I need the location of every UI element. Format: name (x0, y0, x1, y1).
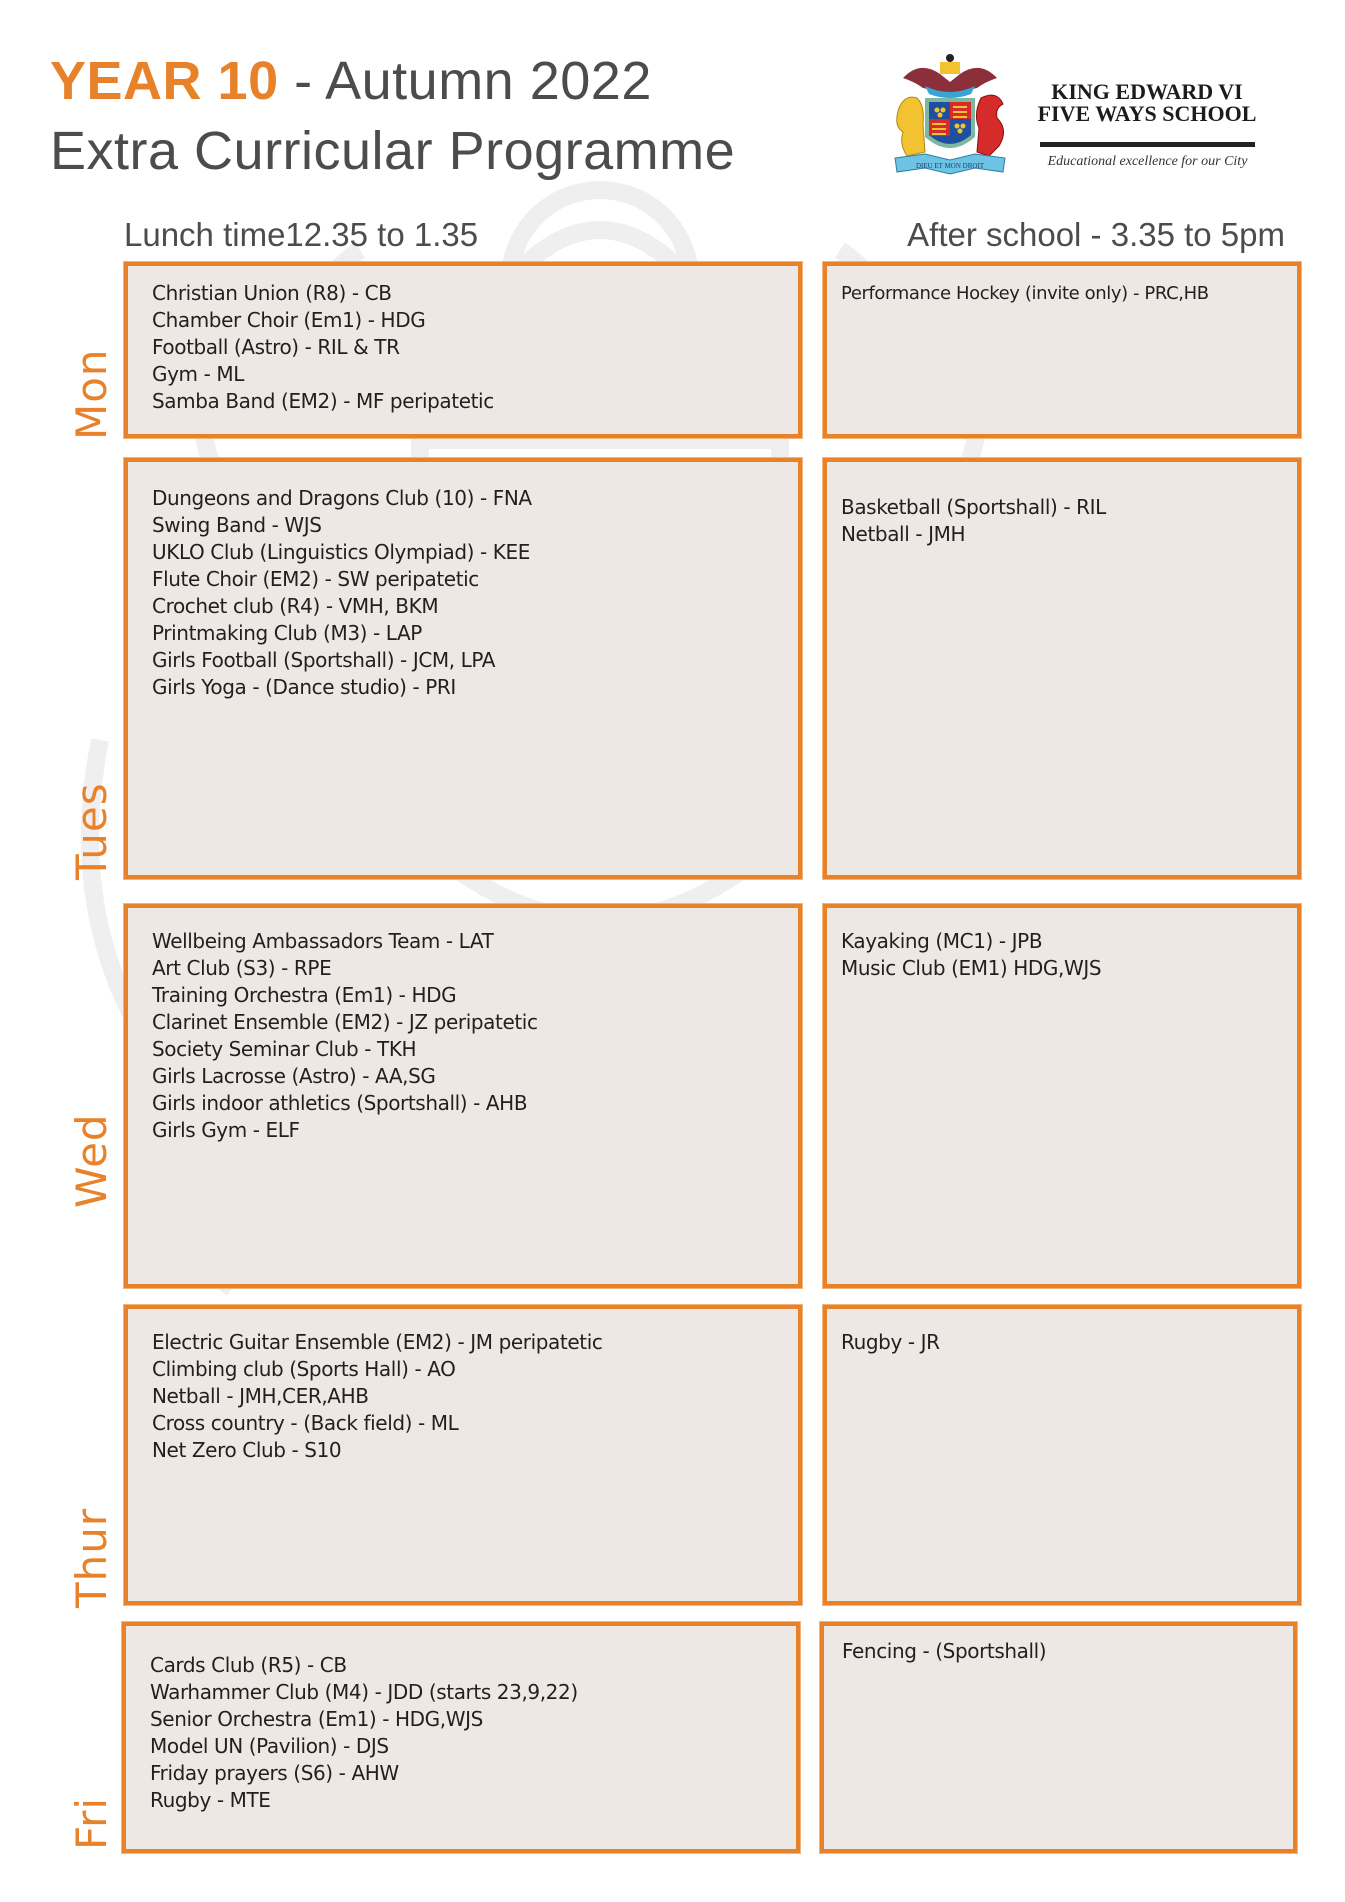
after-school-header: After school - 3.35 to 5pm (907, 216, 1285, 253)
day-label-thur: Thur (67, 1507, 116, 1608)
wed-after-school-box (823, 904, 1301, 1288)
lunch-time-header: Lunch time12.35 to 1.35 (124, 216, 479, 253)
title-year: YEAR 10 (50, 51, 279, 111)
activity-item: Girls Gym - ELF (152, 1118, 300, 1142)
school-tagline: Educational excellence for our City (1047, 154, 1248, 169)
wed-lunch-box (124, 904, 802, 1288)
tues-after-school-activities (841, 494, 1106, 548)
activity-item: Climbing club (Sports Hall) - AO (152, 1357, 456, 1381)
activity-item: Girls Football (Sportshall) - JCM, LPA (152, 648, 496, 672)
tues-lunch-box (124, 458, 802, 879)
school-name-line1: KING EDWARD VI (1051, 79, 1243, 104)
activity-item: Christian Union (R8) - CB (152, 281, 392, 305)
activity-item: Football (Astro) - RIL & TR (152, 335, 400, 359)
activity-item: Girls indoor athletics (Sportshall) - AHB (152, 1091, 528, 1115)
activity-item: UKLO Club (Linguistics Olympiad) - KEE (152, 540, 530, 564)
activity-item: Chamber Choir (Em1) - HDG (152, 308, 426, 332)
mon-lunch-activities (152, 280, 494, 415)
title-term: - Autumn 2022 (278, 51, 652, 111)
activity-item: Warhammer Club (M4) - JDD (starts 23,9,22) (150, 1680, 578, 1704)
day-label-wed: Wed (67, 1113, 116, 1208)
activity-item: Senior Orchestra (Em1) - HDG,WJS (150, 1707, 483, 1731)
activity-item: Flute Choir (EM2) - SW peripatetic (152, 567, 479, 591)
activity-item: Rugby - JR (841, 1330, 940, 1354)
activity-item: Kayaking (MC1) - JPB (841, 929, 1043, 953)
activity-item: Rugby - MTE (150, 1788, 271, 1812)
activity-item: Performance Hockey (invite only) - PRC,HB (841, 283, 1209, 304)
activity-item: Basketball (Sportshall) - RIL (841, 495, 1106, 519)
day-label-tues: Tues (67, 782, 116, 880)
mon-lunch-box (124, 262, 802, 438)
activity-item: Model UN (Pavilion) - DJS (150, 1734, 389, 1758)
activity-item: Cards Club (R5) - CB (150, 1653, 347, 1677)
activity-item: Girls Lacrosse (Astro) - AA,SG (152, 1064, 436, 1088)
activity-item: Crochet club (R4) - VMH, BKM (152, 594, 439, 618)
activity-item: Gym - ML (152, 362, 244, 386)
activity-item: Cross country - (Back field) - ML (152, 1411, 459, 1435)
activity-item: Friday prayers (S6) - AHW (150, 1761, 399, 1785)
activity-item: Netball - JMH,CER,AHB (152, 1384, 369, 1408)
activity-item: Electric Guitar Ensemble (EM2) - JM peripatetic (152, 1330, 603, 1354)
svg-text:DIEU ET MON DROIT: DIEU ET MON DROIT (915, 162, 985, 170)
activity-item: Society Seminar Club - TKH (152, 1037, 417, 1061)
thur-lunch-box (124, 1305, 802, 1605)
thur-after-school-box (823, 1305, 1301, 1605)
coat-of-arms-icon (885, 48, 1015, 178)
activity-item: Printmaking Club (M3) - LAP (152, 621, 422, 645)
activity-item: Training Orchestra (Em1) - HDG (152, 983, 457, 1007)
thur-lunch-activities (152, 1329, 602, 1464)
tues-after-school-box (823, 458, 1301, 879)
school-logo (885, 48, 1265, 178)
mon-after-school-activities (841, 280, 1209, 307)
day-label-mon: Mon (67, 348, 116, 440)
activity-item: Netball - JMH (841, 522, 966, 546)
activity-item: Dungeons and Dragons Club (10) - FNA (152, 486, 532, 510)
activity-item: Fencing - (Sportshall) (842, 1639, 1047, 1663)
day-label-fri: Fri (67, 1796, 116, 1850)
activity-item: Music Club (EM1) HDG,WJS (841, 956, 1102, 980)
mon-after-school-box (823, 262, 1301, 438)
activity-item: Samba Band (EM2) - MF peripatetic (152, 389, 494, 413)
activity-item: Swing Band - WJS (152, 513, 322, 537)
school-name (1032, 81, 1262, 125)
wed-after-school-activities (841, 928, 1101, 982)
wed-lunch-activities (152, 928, 538, 1144)
thur-after-school-activities (841, 1329, 940, 1356)
fri-lunch-activities (150, 1652, 578, 1814)
activity-item: Art Club (S3) - RPE (152, 956, 332, 980)
tues-lunch-activities (152, 485, 532, 701)
school-name-line2: FIVE WAYS SCHOOL (1037, 101, 1257, 126)
logo-divider (1040, 142, 1255, 147)
page-title (50, 50, 652, 112)
activity-item: Girls Yoga - (Dance studio) - PRI (152, 675, 456, 699)
activity-item: Net Zero Club - S10 (152, 1438, 342, 1462)
activity-item: Wellbeing Ambassadors Team - LAT (152, 929, 494, 953)
fri-after-school-activities (842, 1638, 1046, 1665)
fri-lunch-box (122, 1622, 800, 1853)
activity-item: Clarinet Ensemble (EM2) - JZ peripatetic (152, 1010, 538, 1034)
fri-after-school-box (820, 1622, 1297, 1853)
page-subtitle: Extra Curricular Programme (50, 121, 736, 181)
